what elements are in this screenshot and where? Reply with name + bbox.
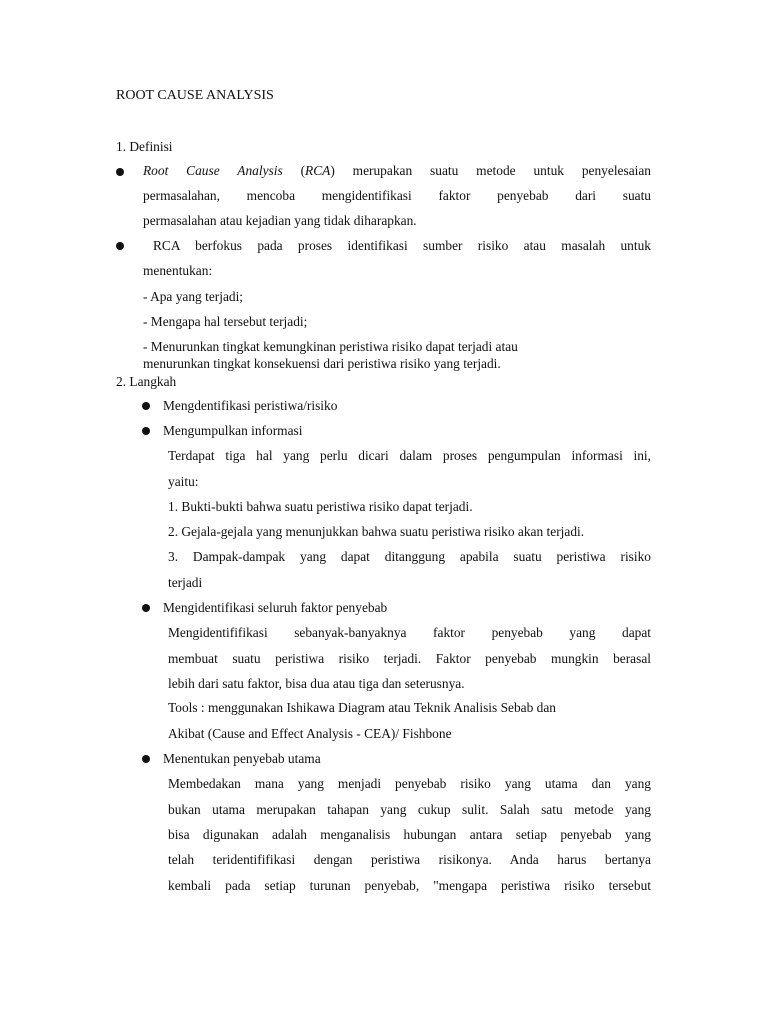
step-2-item-3-line-2: terjadi xyxy=(168,575,203,590)
bullet-icon xyxy=(142,402,150,410)
focus-line-1: RCA berfokus pada proses identifikasi sumber risiko atau masalah untuk xyxy=(153,238,651,253)
section-heading-definisi: 1. Definisi xyxy=(116,139,173,154)
step-4-para-line-5: kembali pada setiap turunan penyebab, "mengapa peristiwa risiko tersebut xyxy=(168,878,651,893)
bullet-icon xyxy=(116,168,124,176)
step-1-label: Mengdentifikasi peristiwa/risiko xyxy=(163,398,338,413)
step-2-item-1: 1. Bukti-bukti bahwa suatu peristiwa risiko dapat terjadi. xyxy=(168,499,473,514)
definition-line-2: permasalahan, mencoba mengidentifikasi faktor penyebab dari suatu xyxy=(143,188,651,203)
bullet-icon xyxy=(142,755,150,763)
focus-sub-2: - Mengapa hal tersebut terjadi; xyxy=(143,314,308,329)
step-3-para-line-1: Mengidentififikasi sebanyak-banyaknya faktor penyebab yang dapat xyxy=(168,625,651,640)
definition-line-3: permasalahan atau kejadian yang tidak diharapkan. xyxy=(143,213,417,228)
step-4-para-line-1: Membedakan mana yang menjadi penyebab risiko yang utama dan yang xyxy=(168,776,651,791)
step-3-tools-line-1: Tools : menggunakan Ishikawa Diagram atau Teknik Analisis Sebab dan xyxy=(168,700,556,715)
focus-sub-3-line-2: menurunkan tingkat konsekuensi dari peristiwa risiko yang terjadi. xyxy=(143,356,501,371)
step-3-para-line-2: membuat suatu peristiwa risiko terjadi. Faktor penyebab mungkin berasal xyxy=(168,651,651,666)
step-2-item-2: 2. Gejala-gejala yang menunjukkan bahwa suatu peristiwa risiko akan terjadi. xyxy=(168,524,585,539)
step-4-para-line-2: bukan utama merupakan tahapan yang cukup sulit. Salah satu metode yang xyxy=(168,802,651,817)
step-2-item-3-line-1: 3. Dampak-dampak yang dapat ditanggung apabila suatu peristiwa risiko xyxy=(168,549,651,564)
focus-line-2: menentukan: xyxy=(143,263,213,278)
document-title: ROOT CAUSE ANALYSIS xyxy=(116,88,274,103)
step-4-label: Menentukan penyebab utama xyxy=(163,751,321,766)
step-3-para-line-3: lebih dari satu faktor, bisa dua atau tiga dan seterusnya. xyxy=(168,676,465,691)
section-heading-langkah: 2. Langkah xyxy=(116,374,177,389)
focus-sub-1: - Apa yang terjadi; xyxy=(143,289,244,304)
focus-sub-3-line-1: - Menurunkan tingkat kemungkinan peristiwa risiko dapat terjadi atau xyxy=(143,339,518,354)
step-4-para-line-3: bisa digunakan adalah menganalisis hubungan antara setiap penyebab yang xyxy=(168,827,651,842)
step-4-para-line-4: telah teridentififikasi dengan peristiwa risikonya. Anda harus bertanya xyxy=(168,852,651,867)
step-2-para-line-2: yaitu: xyxy=(168,474,199,489)
step-2-para-line-1: Terdapat tiga hal yang perlu dicari dalam proses pengumpulan informasi ini, xyxy=(168,448,651,463)
step-2-label: Mengumpulkan informasi xyxy=(163,423,303,438)
bullet-icon xyxy=(142,604,150,612)
step-3-label: Mengidentifikasi seluruh faktor penyebab xyxy=(163,600,388,615)
step-3-tools-line-2: Akibat (Cause and Effect Analysis - CEA)/ Fishbone xyxy=(168,726,452,741)
bullet-icon xyxy=(116,242,124,250)
definition-line-1: Root Cause Analysis (RCA) merupakan suatu metode untuk penyelesaian xyxy=(143,163,651,178)
bullet-icon xyxy=(142,427,150,435)
